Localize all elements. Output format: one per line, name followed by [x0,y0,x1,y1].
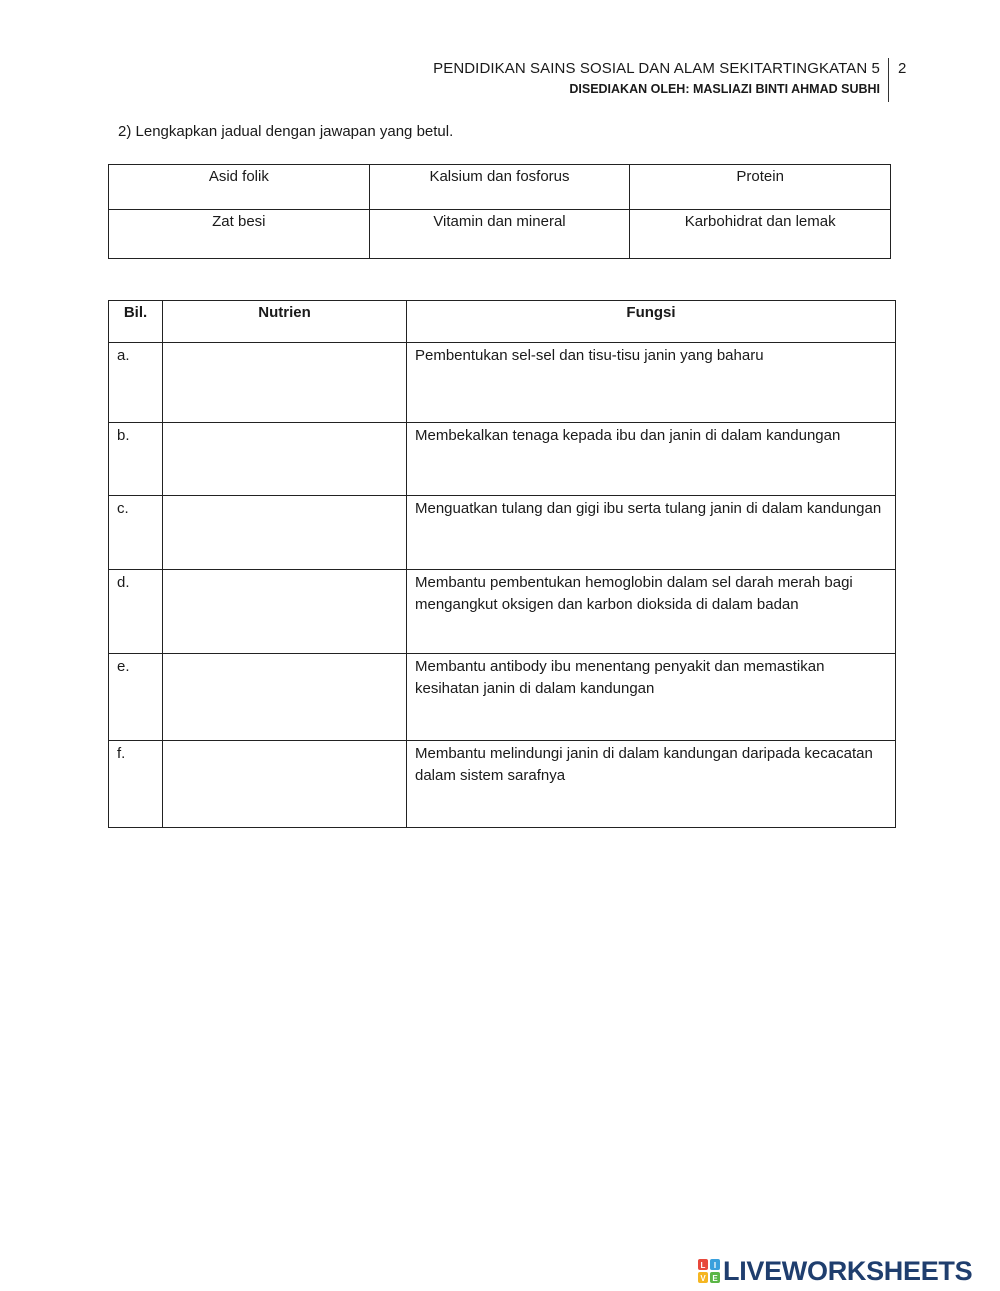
answer-option: Vitamin dan mineral [369,210,630,259]
document-author: DISEDIAKAN OLEH: MASLIAZI BINTI AHMAD SUBHI [569,82,880,96]
answer-bank-row [109,165,891,210]
table-row [109,496,896,570]
nutrient-answer-input[interactable] [171,426,402,445]
row-fungsi: Membekalkan tenaga kepada ibu dan janin di dalam kandungan [407,423,896,496]
page-number: 2 [898,60,907,77]
table-row [109,343,896,423]
table-row [109,423,896,496]
brand-text: LIVEWORKSHEETS [723,1255,973,1286]
page-header [433,58,889,102]
liveworksheets-logo-icon [698,1259,720,1283]
nutrient-answer-cell[interactable] [163,741,407,828]
row-bil: f. [109,741,163,828]
nutrient-answer-cell[interactable] [163,654,407,741]
header-nutrien: Nutrien [163,301,407,343]
nutrient-answer-input[interactable] [171,573,402,592]
row-fungsi: Pembentukan sel-sel dan tisu-tisu janin yang baharu [407,343,896,423]
nutrient-answer-cell[interactable] [163,570,407,654]
row-bil: b. [109,423,163,496]
nutrient-answer-input[interactable] [171,499,402,518]
row-bil: e. [109,654,163,741]
instruction-text: 2) Lengkapkan jadual dengan jawapan yang betul. [118,123,454,140]
answer-option: Protein [630,165,891,210]
row-bil: d. [109,570,163,654]
nutrient-answer-input[interactable] [171,744,402,763]
nutrient-answer-input[interactable] [171,346,402,365]
nutrient-answer-cell[interactable] [163,496,407,570]
row-fungsi: Menguatkan tulang dan gigi ibu serta tulang janin di dalam kandungan [407,496,896,570]
svg-text:I: I [713,1261,717,1270]
answer-option: Kalsium dan fosforus [369,165,630,210]
row-fungsi: Membantu melindungi janin di dalam kandungan daripada kecacatan dalam sistem sarafnya [407,741,896,828]
liveworksheets-brand [698,1256,972,1286]
answer-option: Zat besi [109,210,370,259]
nutrient-function-table [108,300,896,828]
answer-option: Karbohidrat dan lemak [630,210,891,259]
row-fungsi: Membantu pembentukan hemoglobin dalam sel darah merah bagi mengangkut oksigen dan karbon dioksida di dalam badan [407,570,896,654]
answer-option: Asid folik [109,165,370,210]
header-bil: Bil. [109,301,163,343]
document-title: PENDIDIKAN SAINS SOSIAL DAN ALAM SEKITARTINGKATAN 5 [433,60,880,77]
nutrient-answer-input[interactable] [171,657,402,676]
svg-text:V: V [700,1274,706,1283]
header-fungsi: Fungsi [407,301,896,343]
table-row [109,741,896,828]
svg-text:E: E [712,1274,718,1283]
table-header-row [109,301,896,343]
row-fungsi: Membantu antibody ibu menentang penyakit dan memastikan kesihatan janin di dalam kandungan [407,654,896,741]
row-bil: a. [109,343,163,423]
answer-bank-row [109,210,891,259]
nutrient-answer-cell[interactable] [163,343,407,423]
table-row [109,570,896,654]
nutrient-answer-cell[interactable] [163,423,407,496]
svg-text:L: L [700,1261,706,1270]
answer-bank-table [108,164,891,259]
table-row [109,654,896,741]
row-bil: c. [109,496,163,570]
